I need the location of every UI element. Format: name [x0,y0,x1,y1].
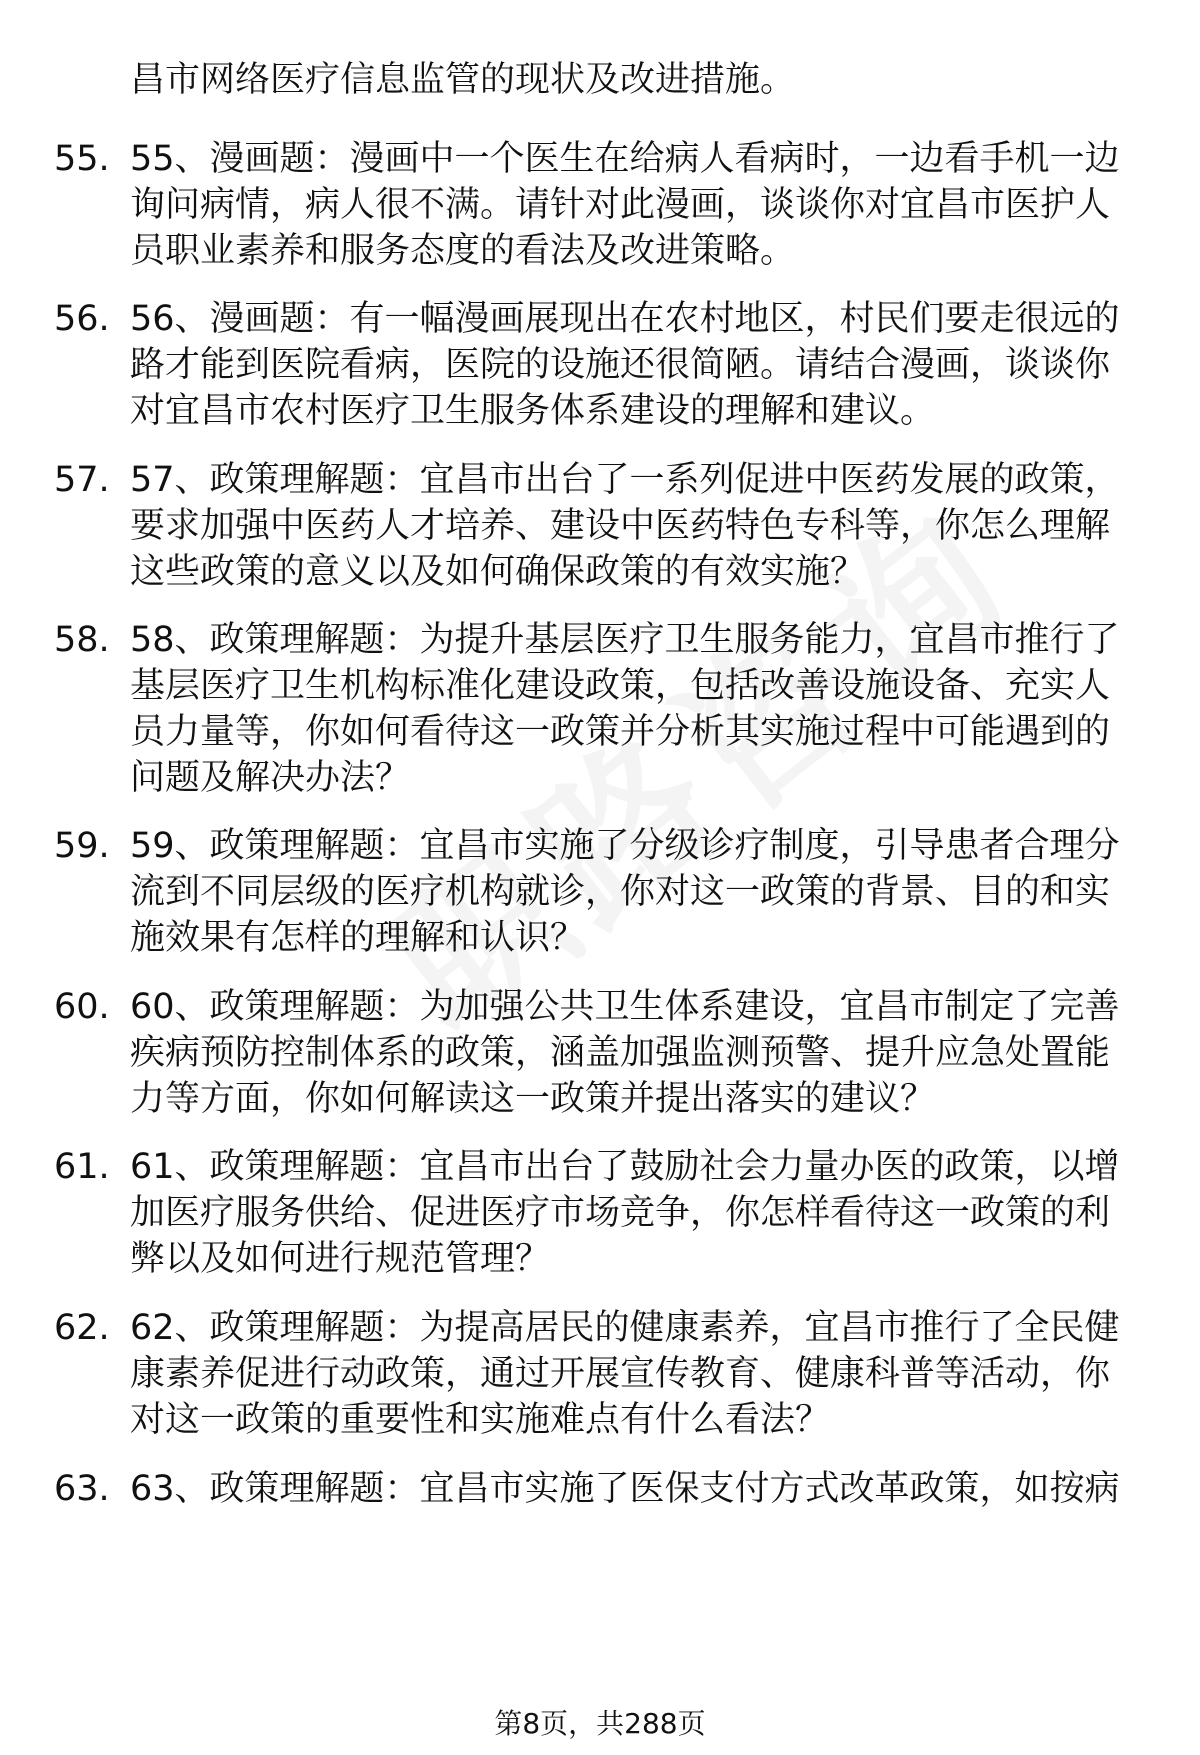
item-number: 57. [54,460,110,500]
item-line: 员力量等，你如何看待这一政策并分析其实施过程中可能遇到的 [130,712,1111,752]
item-text [130,136,1140,274]
item-line: 路才能到医院看病，医院的设施还很简陋。请结合漫画，谈谈你 [130,345,1111,385]
item-line: 流到不同层级的医疗机构就诊，你对这一政策的背景、目的和实 [130,872,1111,912]
item-line: 施效果有怎样的理解和认识？ [130,918,586,958]
item-line: 56、漫画题：有一幅漫画展现出在农村地区，村民们要走很远的 [130,299,1120,339]
item-line: 60、政策理解题：为加强公共卫生体系建设，宜昌市制定了完善 [130,987,1120,1027]
item-number: 62. [54,1308,110,1348]
item-line: 加医疗服务供给、促进医疗市场竞争，你怎样看待这一政策的利 [130,1193,1111,1233]
item-line: 63、政策理解题：宜昌市实施了医保支付方式改革政策，如按病 [130,1469,1120,1509]
item-line: 询问病情，病人很不满。请针对此漫画，谈谈你对宜昌市医护人 [130,185,1111,225]
item-line: 62、政策理解题：为提高居民的健康素养，宜昌市推行了全民健 [130,1308,1120,1348]
item-line: 59、政策理解题：宜昌市实施了分级诊疗制度，引导患者合理分 [130,826,1120,866]
item-line: 问题及解决办法？ [130,758,411,798]
item-line: 58、政策理解题：为提升基层医疗卫生服务能力，宜昌市推行了 [130,620,1120,660]
item-text [130,823,1140,961]
item-line: 疾病预防控制体系的政策，涵盖加强监测预警、提升应急处置能 [130,1033,1111,1073]
item-number: 58. [54,620,110,660]
item-number: 61. [54,1147,110,1187]
item-text [130,1466,1140,1512]
item-line: 康素养促进行动政策，通过开展宣传教育、健康科普等活动，你 [130,1354,1111,1394]
item-number: 60. [54,987,110,1027]
item-number: 59. [54,826,110,866]
item-line: 55、漫画题：漫画中一个医生在给病人看病时，一边看手机一边 [130,139,1120,179]
item-text [130,617,1140,801]
item-line: 弊以及如何进行规范管理？ [130,1239,551,1279]
continued-text: 昌市网络医疗信息监管的现状及改进措施。 [130,60,796,100]
item-line: 对宜昌市农村医疗卫生服务体系建设的理解和建议。 [130,391,936,431]
item-line: 基层医疗卫生机构标准化建设政策，包括改善设施设备、充实人 [130,666,1111,706]
item-number: 56. [54,299,110,339]
item-text [130,984,1140,1122]
item-text [130,1305,1140,1443]
item-number: 55. [54,139,110,179]
item-line: 员职业素养和服务态度的看法及改进策略。 [130,231,796,271]
page-number-footer: 第8页，共288页 [494,1707,706,1740]
item-text [130,1144,1140,1282]
item-line: 这些政策的意义以及如何确保政策的有效实施？ [130,552,866,592]
item-line: 对这一政策的重要性和实施难点有什么看法？ [130,1400,831,1440]
item-text [130,457,1140,595]
item-line: 61、政策理解题：宜昌市出台了鼓励社会力量办医的政策，以增 [130,1147,1120,1187]
item-line: 57、政策理解题：宜昌市出台了一系列促进中医药发展的政策， [130,460,1120,500]
item-number: 63. [54,1469,110,1509]
item-line: 力等方面，你如何解读这一政策并提出落实的建议？ [130,1079,936,1119]
item-text [130,296,1140,434]
item-line: 要求加强中医药人才培养、建设中医药特色专科等，你怎么理解 [130,506,1111,546]
